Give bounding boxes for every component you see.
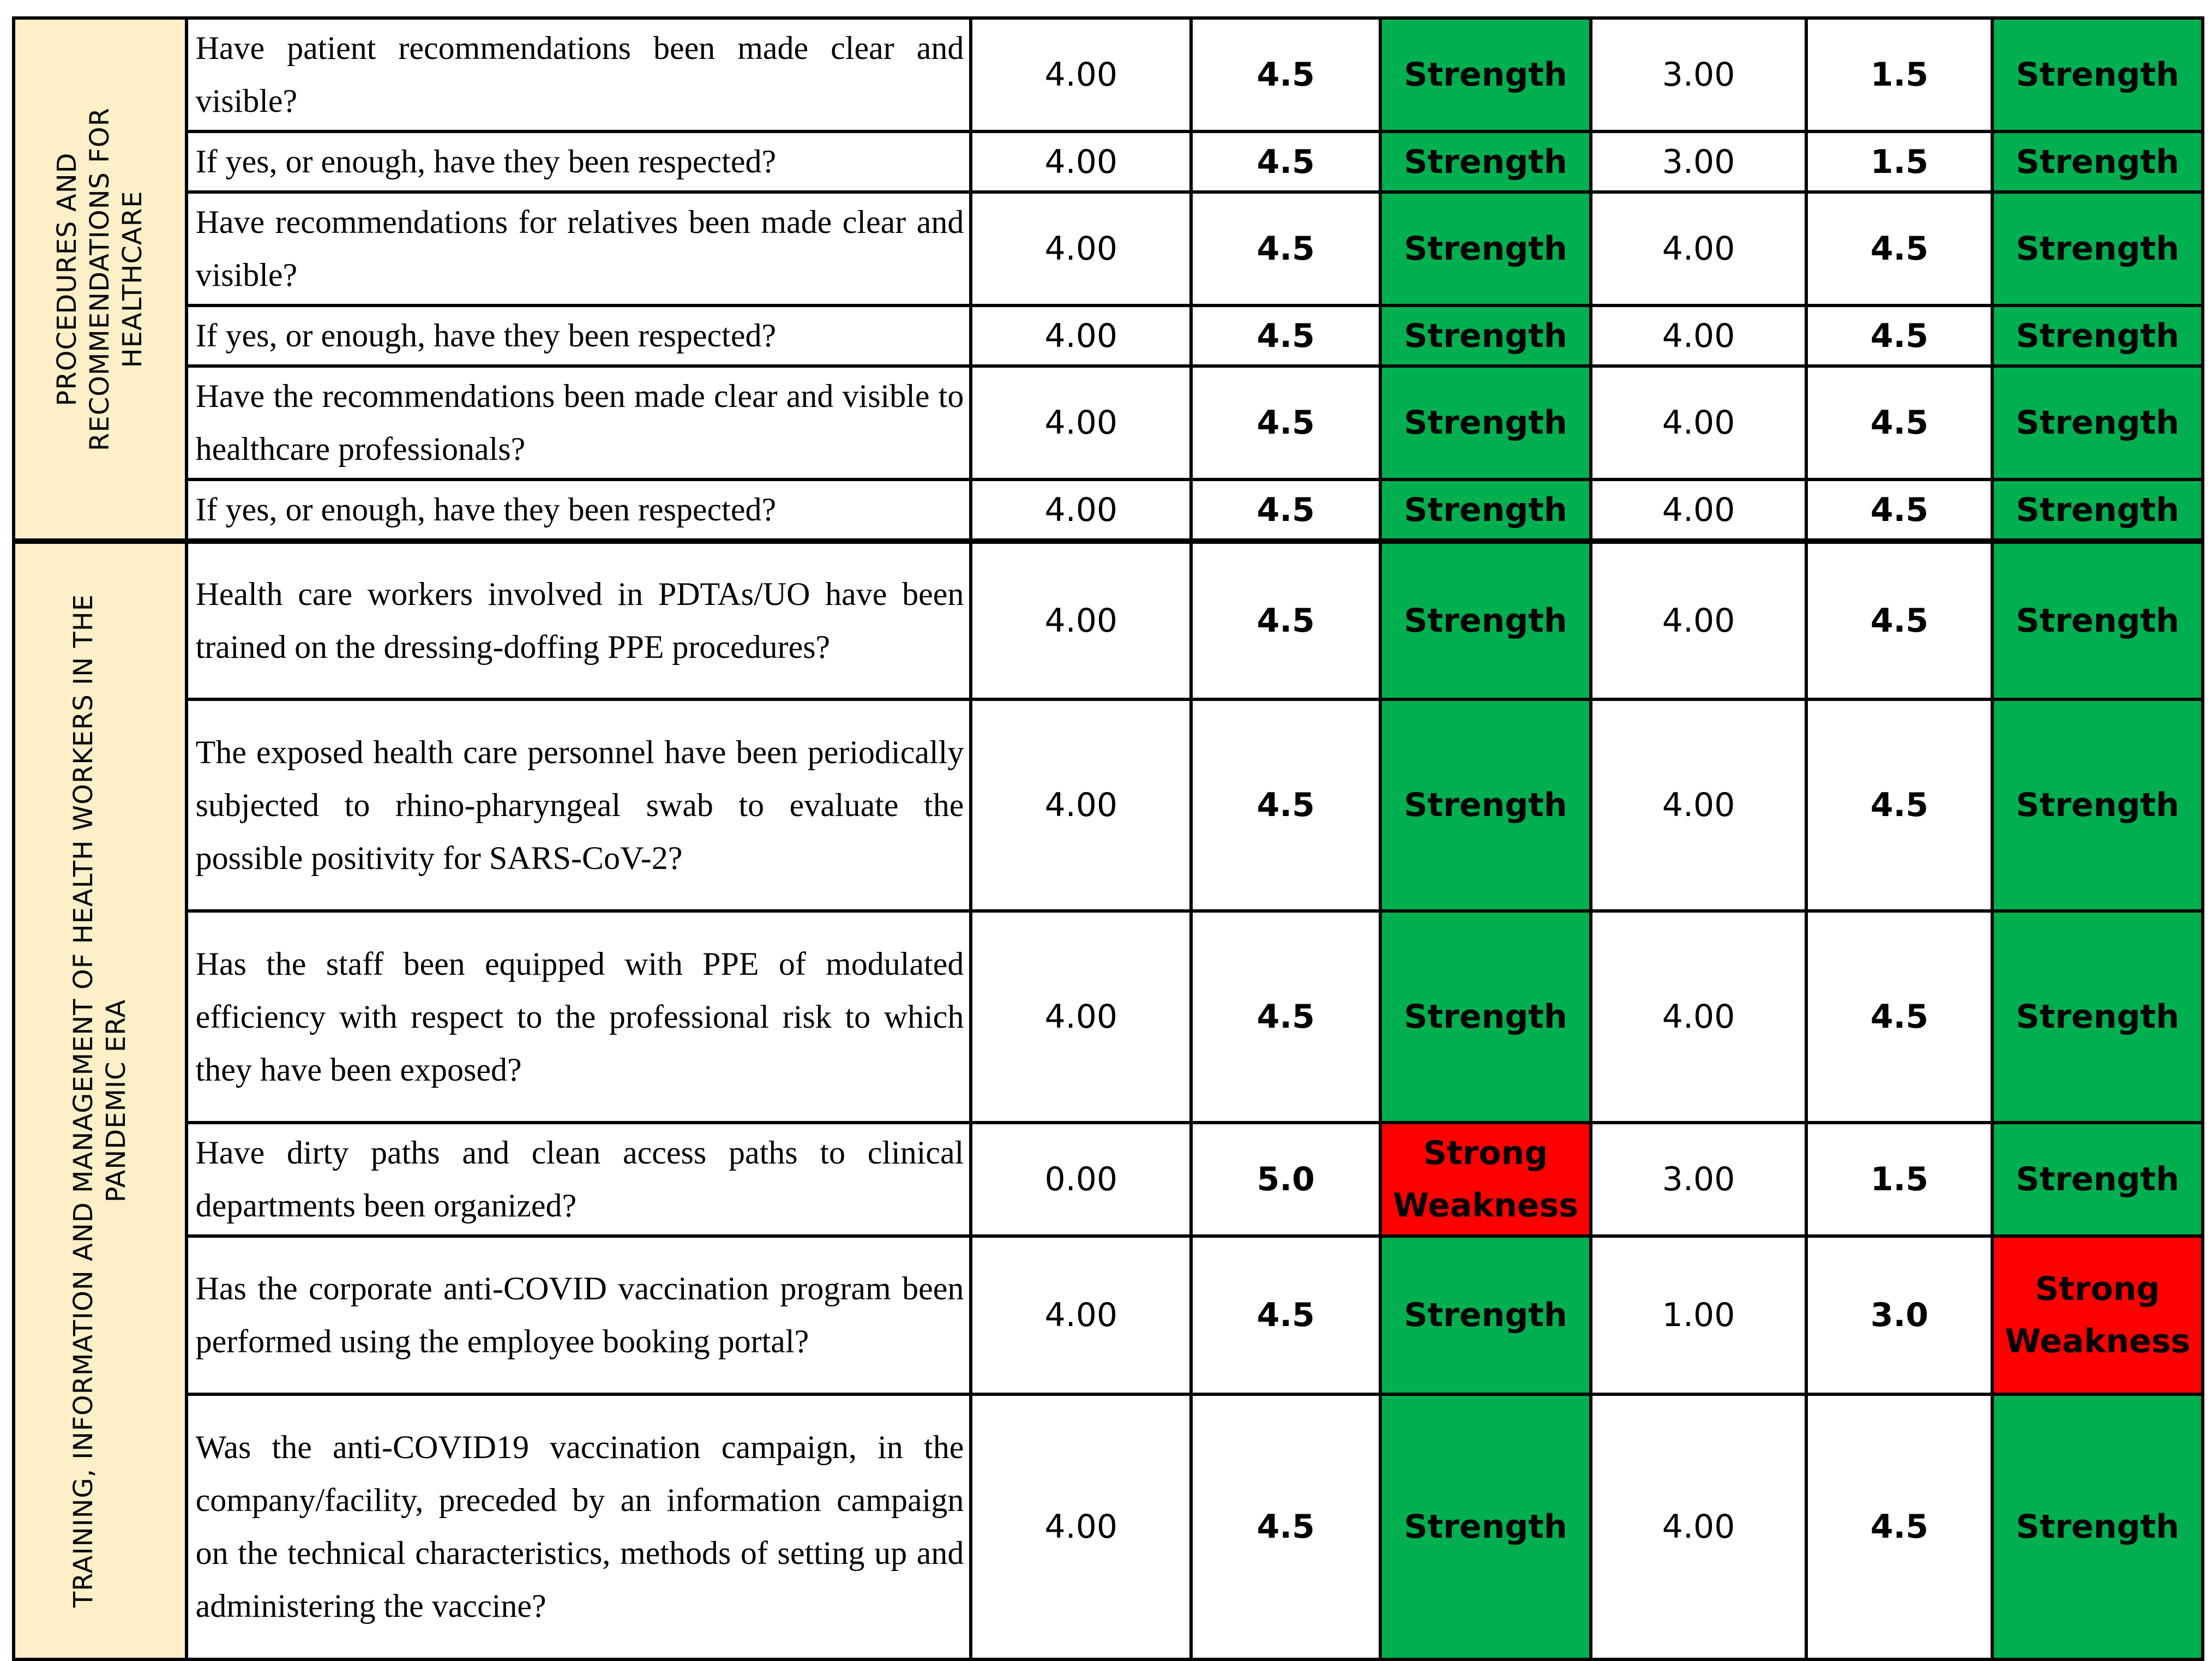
strength-badge-cell: Strength xyxy=(1992,1123,2203,1236)
score-a-cell: 4.00 xyxy=(971,305,1191,366)
strength-badge-cell: Strength xyxy=(1992,131,2203,192)
score-a-cell: 4.00 xyxy=(971,541,1191,699)
section-label: PROCEDURES AND RECOMMENDATIONS FOR HEALTHCARE xyxy=(52,107,148,451)
table-row xyxy=(14,1236,2203,1394)
strength-badge-cell: Strength xyxy=(1380,131,1591,192)
swot-table-container xyxy=(12,16,2204,1661)
value-b-cell: 4.5 xyxy=(1806,911,1992,1123)
strength-badge-cell: Strength xyxy=(1992,479,2203,541)
score-b-cell: 3.00 xyxy=(1591,131,1807,192)
score-a-cell: 4.00 xyxy=(971,366,1191,479)
score-b-cell: 3.00 xyxy=(1591,1123,1807,1236)
value-a-cell: 4.5 xyxy=(1191,911,1380,1123)
value-b-cell: 1.5 xyxy=(1806,18,1992,131)
value-b-cell: 4.5 xyxy=(1806,366,1992,479)
value-a-cell: 4.5 xyxy=(1191,18,1380,131)
table-row xyxy=(14,131,2203,192)
score-b-cell: 4.00 xyxy=(1591,911,1807,1123)
value-b-cell: 4.5 xyxy=(1806,192,1992,305)
score-a-cell: 4.00 xyxy=(971,911,1191,1123)
question-cell: Health care workers involved in PDTAs/UO have been trained on the dressing-doffing PPE procedures? xyxy=(187,541,971,699)
table-row xyxy=(14,18,2203,131)
value-a-cell: 4.5 xyxy=(1191,1394,1380,1659)
value-b-cell: 3.0 xyxy=(1806,1236,1992,1394)
table-row xyxy=(14,366,2203,479)
score-b-cell: 4.00 xyxy=(1591,366,1807,479)
question-cell: Have dirty paths and clean access paths to clinical departments been organized? xyxy=(187,1123,971,1236)
strength-badge-cell: Strength xyxy=(1380,18,1591,131)
value-b-cell: 1.5 xyxy=(1806,1123,1992,1236)
table-row xyxy=(14,305,2203,366)
score-b-cell: 3.00 xyxy=(1591,18,1807,131)
strength-badge-cell: Strength xyxy=(1380,911,1591,1123)
value-a-cell: 4.5 xyxy=(1191,541,1380,699)
strength-badge-cell: Strength xyxy=(1380,699,1591,911)
score-b-cell: 4.00 xyxy=(1591,305,1807,366)
score-b-cell: 4.00 xyxy=(1591,699,1807,911)
value-a-cell: 4.5 xyxy=(1191,192,1380,305)
assessment-table xyxy=(12,16,2204,1661)
score-b-cell: 4.00 xyxy=(1591,479,1807,541)
table-body xyxy=(14,18,2203,1659)
score-a-cell: 4.00 xyxy=(971,699,1191,911)
question-cell: Have patient recommendations been made clear and visible? xyxy=(187,18,971,131)
table-row xyxy=(14,699,2203,911)
strength-badge-cell: Strength xyxy=(1380,192,1591,305)
strength-badge-cell: Strength xyxy=(1992,699,2203,911)
score-a-cell: 4.00 xyxy=(971,131,1191,192)
score-b-cell: 4.00 xyxy=(1591,192,1807,305)
strength-badge-cell: Strength xyxy=(1992,366,2203,479)
table-row xyxy=(14,911,2203,1123)
strong-weakness-badge-cell: Strong Weakness xyxy=(1992,1236,2203,1394)
value-b-cell: 4.5 xyxy=(1806,479,1992,541)
strength-badge-cell: Strength xyxy=(1380,1236,1591,1394)
question-cell: Have recommendations for relatives been made clear and visible? xyxy=(187,192,971,305)
section-label-cell xyxy=(14,18,187,541)
section-label: TRAINING, INFORMATION AND MANAGEMENT OF HEALTH WORKERS IN THE PANDEMIC ERA xyxy=(68,593,132,1608)
value-a-cell: 4.5 xyxy=(1191,366,1380,479)
strength-badge-cell: Strength xyxy=(1380,366,1591,479)
table-row xyxy=(14,1123,2203,1236)
value-a-cell: 4.5 xyxy=(1191,1236,1380,1394)
question-cell: Have the recommendations been made clear and visible to healthcare professionals? xyxy=(187,366,971,479)
score-a-cell: 4.00 xyxy=(971,1394,1191,1659)
score-a-cell: 0.00 xyxy=(971,1123,1191,1236)
value-a-cell: 4.5 xyxy=(1191,131,1380,192)
question-cell: Was the anti-COVID19 vaccination campaign, in the company/facility, preceded by an information campaign on the technical characteristics, methods of setting up and administering the vaccine? xyxy=(187,1394,971,1659)
question-cell: If yes, or enough, have they been respected? xyxy=(187,305,971,366)
strength-badge-cell: Strength xyxy=(1992,18,2203,131)
value-b-cell: 4.5 xyxy=(1806,1394,1992,1659)
strength-badge-cell: Strength xyxy=(1992,911,2203,1123)
value-a-cell: 4.5 xyxy=(1191,699,1380,911)
strength-badge-cell: Strength xyxy=(1992,305,2203,366)
table-row xyxy=(14,192,2203,305)
score-b-cell: 4.00 xyxy=(1591,541,1807,699)
question-cell: The exposed health care personnel have been periodically subjected to rhino-pharyngeal swab to evaluate the possible positivity for SARS-CoV-2? xyxy=(187,699,971,911)
section-label-cell xyxy=(14,541,187,1659)
strength-badge-cell: Strength xyxy=(1992,1394,2203,1659)
question-cell: If yes, or enough, have they been respected? xyxy=(187,131,971,192)
question-cell: If yes, or enough, have they been respected? xyxy=(187,479,971,541)
question-cell: Has the corporate anti-COVID vaccination program been performed using the employee booking portal? xyxy=(187,1236,971,1394)
value-a-cell: 4.5 xyxy=(1191,305,1380,366)
strength-badge-cell: Strength xyxy=(1992,192,2203,305)
score-b-cell: 1.00 xyxy=(1591,1236,1807,1394)
value-b-cell: 4.5 xyxy=(1806,541,1992,699)
score-a-cell: 4.00 xyxy=(971,479,1191,541)
question-cell: Has the staff been equipped with PPE of modulated efficiency with respect to the professional risk to which they have been exposed? xyxy=(187,911,971,1123)
value-a-cell: 4.5 xyxy=(1191,479,1380,541)
strength-badge-cell: Strength xyxy=(1380,1394,1591,1659)
strong-weakness-badge-cell: Strong Weakness xyxy=(1380,1123,1591,1236)
strength-badge-cell: Strength xyxy=(1380,479,1591,541)
strength-badge-cell: Strength xyxy=(1992,541,2203,699)
score-a-cell: 4.00 xyxy=(971,192,1191,305)
value-b-cell: 4.5 xyxy=(1806,305,1992,366)
strength-badge-cell: Strength xyxy=(1380,541,1591,699)
value-b-cell: 4.5 xyxy=(1806,699,1992,911)
score-b-cell: 4.00 xyxy=(1591,1394,1807,1659)
table-row xyxy=(14,541,2203,699)
table-row xyxy=(14,479,2203,541)
score-a-cell: 4.00 xyxy=(971,1236,1191,1394)
value-b-cell: 1.5 xyxy=(1806,131,1992,192)
score-a-cell: 4.00 xyxy=(971,18,1191,131)
value-a-cell: 5.0 xyxy=(1191,1123,1380,1236)
table-row xyxy=(14,1394,2203,1659)
strength-badge-cell: Strength xyxy=(1380,305,1591,366)
